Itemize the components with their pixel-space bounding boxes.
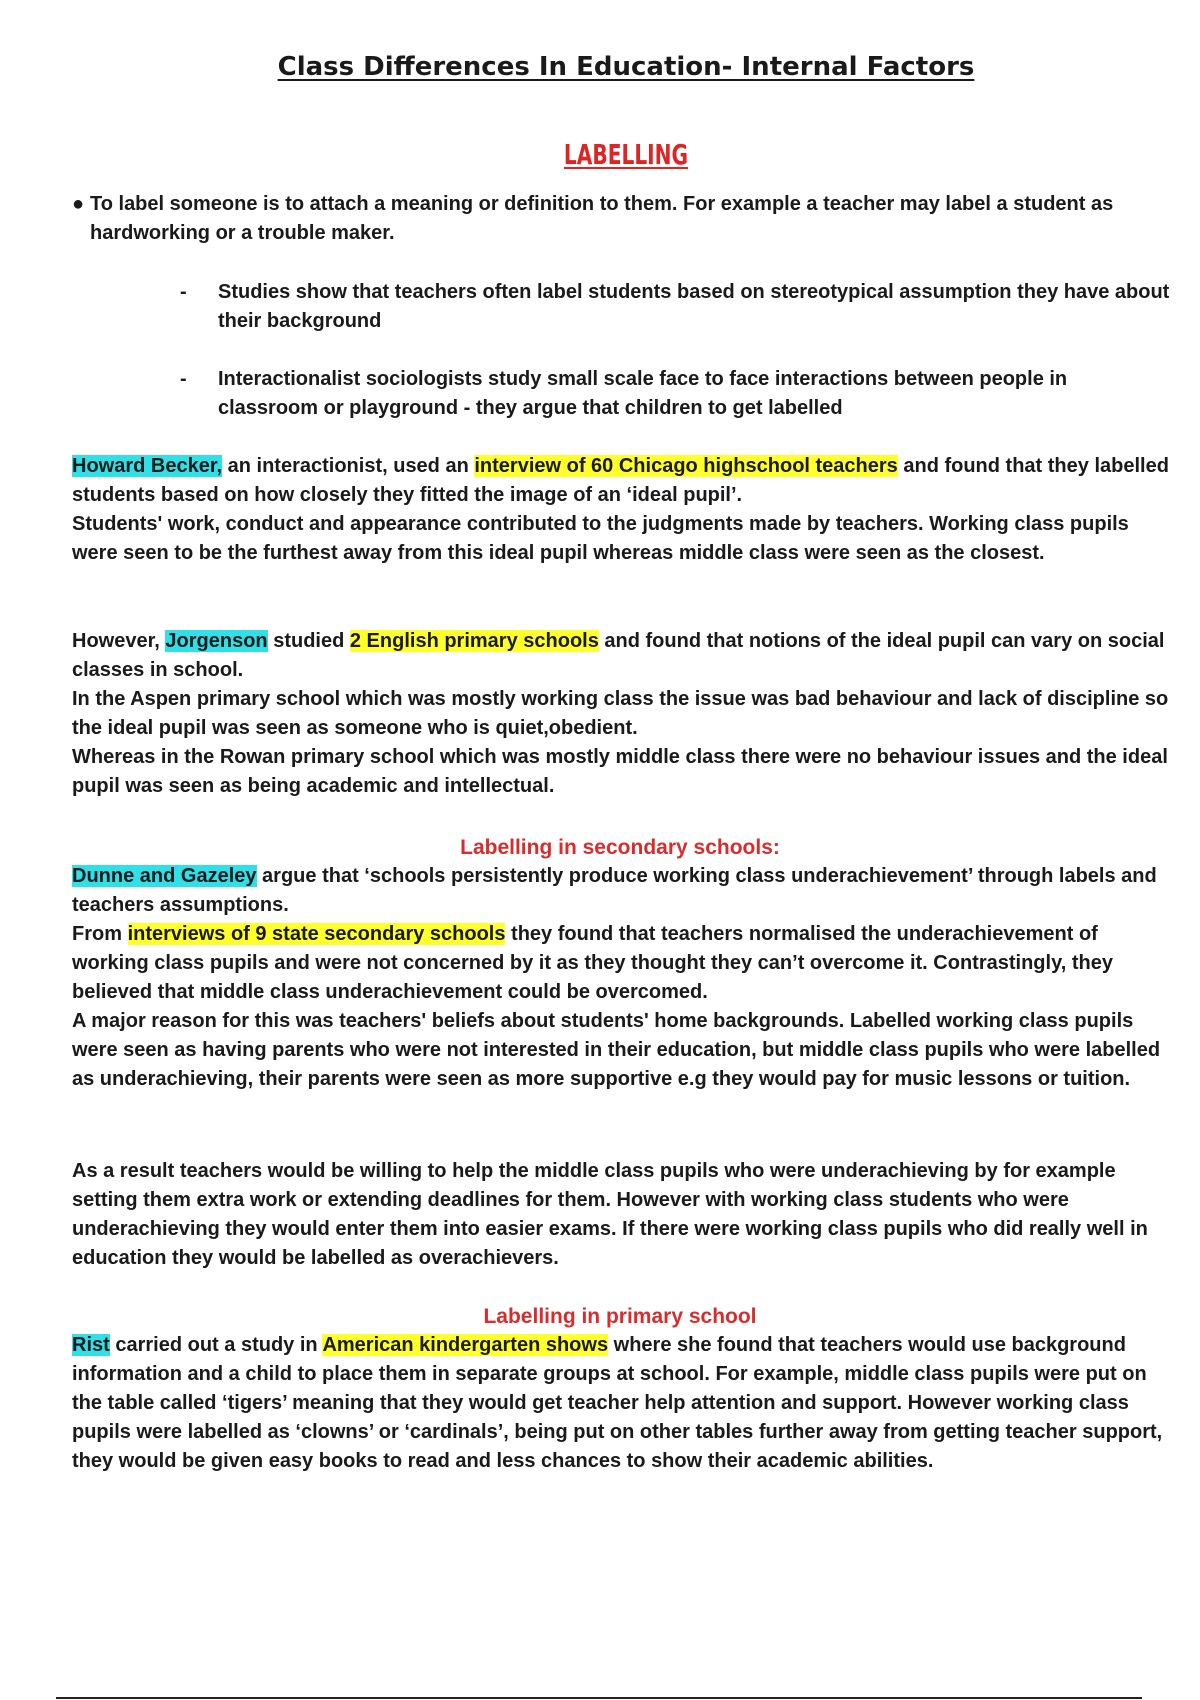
highlight-study: interview of 60 Chicago highschool teachers [474, 455, 898, 477]
paragraph-jorgenson: However, Jorgenson studied 2 English primary schools and found that notions of the ideal pupil can vary on social classes in school. In the Aspen primary school which was mostly working class the issue was bad behaviour and lack of discipline so the ideal pupil was seen as someone who is quiet,obedient. Whereas in the Rowan primary school which was mostly middle class there were no behaviour issues and the ideal pupil was seen as being academic and intellectual. [72, 630, 1169, 797]
subheading-primary: Labelling in primary school [483, 1305, 757, 1328]
paragraph-dunne-gazeley: Dunne and Gazeley argue that ‘schools persistently produce working class underachievement’ through labels and teachers assumptions. From interviews of 9 state secondary schools they found that teachers normalised the underachievement of working class pupils and were not concerned by it as they thought they can’t overcome it. Contrastingly, they believed that middle class underachievement could be overcomed. A major reason for this was teachers' beliefs about students' home backgrounds. Labelled working class pupils were seen as having parents who were not interested in their education, but middle class pupils who were labelled as underachieving, their parents were seen as more supportive e.g they would pay for music lessons or tuition. [72, 865, 1161, 1090]
highlight-name: Howard Becker, [72, 455, 223, 477]
document-title: Class Differences In Education- Internal Factors [277, 52, 975, 82]
dash-item-studies: - Studies show that teachers often label students based on stereotypical assumption they have about their background [180, 278, 1170, 336]
section-heading-labelling: LABELLING [563, 138, 689, 171]
paragraph-rist: Rist carried out a study in American kindergarten shows where she found that teachers would use background information and a child to place them in separate groups at school. For example, middle class pupils were put on the table called ‘tigers’ meaning that they would get teacher help attention and support. However working class pupils were labelled as ‘clowns’ or ‘cardinals’, being put on other tables further away from getting teacher support, they would be given easy books to read and less chances to show their academic abilities. [72, 1334, 1163, 1472]
paragraph-becker: Howard Becker, an interactionist, used an interview of 60 Chicago highschool teachers and found that they labelled students based on how closely they fitted the image of an ‘ideal pupil’. Students' work, conduct and appearance contributed to the judgments made by teachers. Working class pupils were seen to be the furthest away from this ideal pupil whereas middle class were seen as the closest. [72, 455, 1169, 564]
paragraph-teacher-help: As a result teachers would be willing to help the middle class pupils who were underachieving by for example setting them extra work or extending deadlines for them. However with working class students who were underachieving they would enter them into easier exams. If there were working class pupils who did really well in education they would be labelled as overachievers. [72, 1160, 1148, 1269]
dash-icon: - [180, 281, 187, 303]
subheading-secondary: Labelling in secondary schools: [460, 836, 780, 859]
highlight-study: interviews of 9 state secondary schools [127, 923, 506, 945]
footer-divider [56, 1697, 1142, 1699]
highlight-study: 2 English primary schools [349, 630, 599, 652]
dash-icon: - [180, 368, 187, 390]
bullet-dot-icon: ● [72, 193, 85, 215]
bullet-definition: ● To label someone is to attach a meaning or definition to them. For example a teacher may label a student as hardworking or a trouble maker. [72, 190, 1132, 248]
highlight-study: American kindergarten shows [322, 1334, 609, 1356]
highlight-name: Jorgenson [165, 630, 268, 652]
dash-item-interactionalist: - Interactionalist sociologists study small scale face to face interactions between people in classroom or playground - they argue that children to get labelled [180, 365, 1170, 423]
highlight-name: Dunne and Gazeley [72, 865, 257, 887]
highlight-name: Rist [72, 1334, 110, 1356]
